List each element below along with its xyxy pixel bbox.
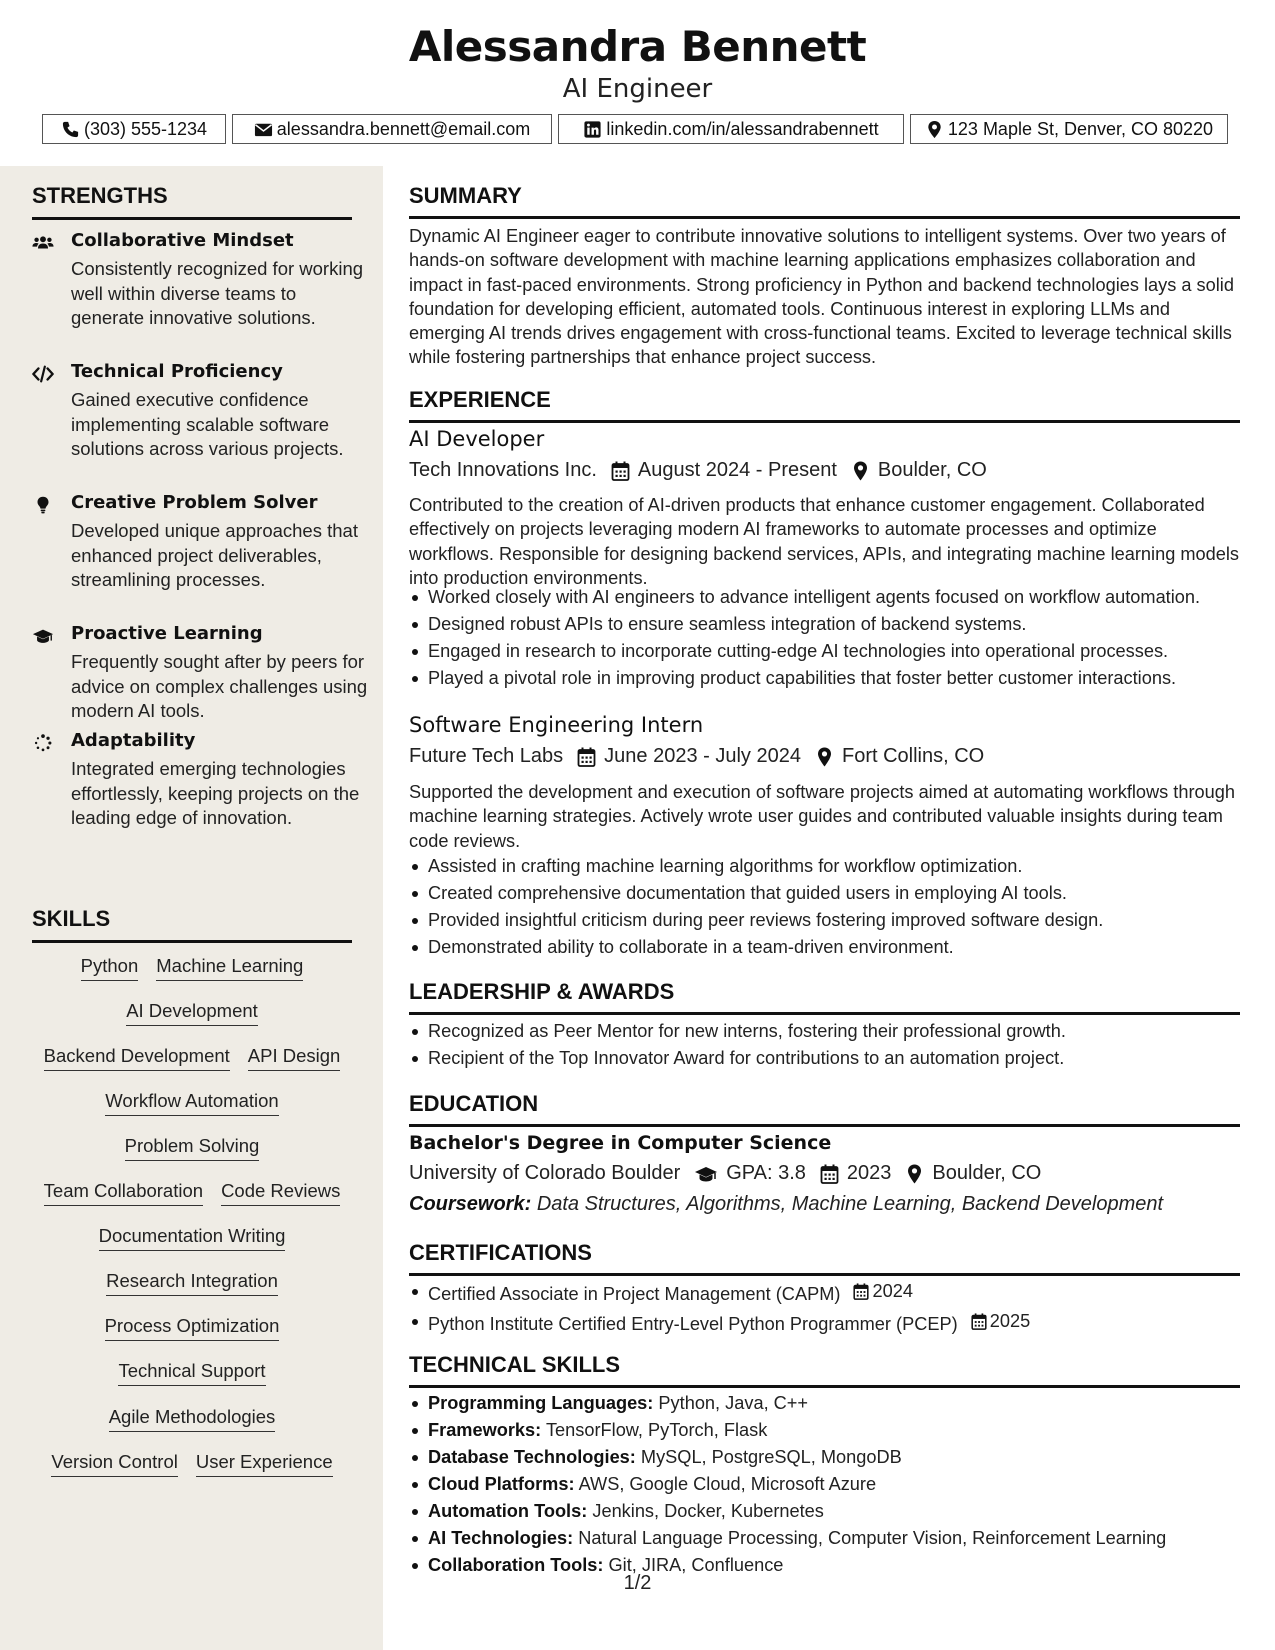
strength-description: Integrated emerging technologies effortlessly, keeping projects on the leading edge of innovation. [71,758,360,828]
list-item: Demonstrated ability to collaborate in a team-driven environment. [409,934,1249,961]
address-contact [910,114,1228,144]
certification-name: Certified Associate in Project Management (CAPM) [428,1284,841,1304]
strength-title: Creative Problem Solver [71,492,318,513]
skill-row [32,1180,352,1206]
skill-row [32,1090,352,1116]
gpa: GPA: 3.8 [726,1162,806,1184]
list-item [409,1308,1249,1338]
skill-row [32,955,352,981]
sidebar [0,166,383,1650]
certification-year: 2025 [989,1311,1031,1331]
map-pin-icon [925,120,944,139]
degree-title: Bachelor's Degree in Computer Science [409,1132,832,1154]
linkedin-text: linkedin.com/in/alessandrabennett [606,118,879,139]
list-item [409,1471,1249,1498]
candidate-title: AI Engineer [562,74,713,104]
address-text: 123 Maple St, Denver, CO 80220 [947,118,1214,139]
technical-skills-heading: TECHNICAL SKILLS [409,1352,1240,1388]
skill-values: TensorFlow, PyTorch, Flask [545,1420,768,1440]
strength-title: Technical Proficiency [71,361,283,382]
skill-tag: Python [81,955,139,981]
skill-tag: User Experience [196,1451,333,1477]
code-icon [32,364,56,384]
skill-tag: Workflow Automation [105,1090,278,1116]
skill-category: AI Technologies: [428,1528,574,1548]
skill-tag: Process Optimization [105,1315,280,1341]
skill-tag: Backend Development [44,1045,230,1071]
experience-heading: EXPERIENCE [409,387,1240,423]
resume-header [0,0,1275,166]
job-dates: August 2024 - Present [637,459,837,481]
skill-row [32,1045,352,1071]
skill-values: AWS, Google Cloud, Microsoft Azure [578,1474,877,1494]
map-pin-icon [905,1164,924,1184]
job-role: Software Engineering Intern [409,713,704,737]
skill-tag: Research Integration [106,1270,278,1296]
technical-skills-list [409,1390,1249,1579]
graduation-cap-icon [694,1164,718,1184]
skill-row [32,1315,352,1341]
coursework [409,1193,1163,1216]
skill-row [32,1270,352,1296]
linkedin-icon [583,120,602,139]
candidate-name: Alessandra Bennett [408,22,867,71]
job-meta [409,459,987,482]
company-name: Tech Innovations Inc. [409,459,597,481]
job-location: Boulder, CO [877,459,987,481]
skill-category: Programming Languages: [428,1393,654,1413]
email-text: alessandra.bennett@email.com [276,118,531,139]
skill-values: Python, Java, C++ [658,1393,809,1413]
list-item [409,1417,1249,1444]
graduation-year: 2023 [846,1162,892,1184]
skill-tag: Version Control [51,1451,177,1477]
skill-row [32,1000,352,1026]
list-item: Recipient of the Top Innovator Award for contributions to an automation project. [409,1045,1249,1072]
certifications-list [409,1278,1249,1338]
skill-tag: API Design [248,1045,341,1071]
summary-text: Dynamic AI Engineer eager to contribute innovative solutions to intelligent systems. Over two years of hands-on software development with machine learning applications emphasizes collaboration and impact in fast-paced environments. Strong proficiency in Python and backend technologies lays a solid foundation for developing efficient, automated tools. Continuous interest in exploring LLMs and emerging AI trends drives engagement with cross-functional teams. Excited to leverage technical skills while fostering partnerships that enhance project success. [409,226,1234,368]
job-dates: June 2023 - July 2024 [604,745,801,767]
list-item [409,1278,1249,1308]
page-number: 1/2 [623,1572,652,1594]
strength-title: Proactive Learning [71,623,263,644]
list-item [409,1525,1249,1552]
calendar-icon [820,1164,839,1184]
education-heading: EDUCATION [409,1091,1240,1127]
school-location: Boulder, CO [932,1162,1042,1184]
company-name: Future Tech Labs [409,745,564,767]
linkedin-contact[interactable] [558,114,904,144]
strength-description: Developed unique approaches that enhanced project deliverables, streamlining processes. [71,520,358,590]
certification-date [971,1308,1030,1335]
skill-row [32,1406,352,1432]
leadership-heading: LEADERSHIP & AWARDS [409,979,1240,1015]
list-item: Designed robust APIs to ensure seamless integration of backend systems. [409,611,1249,638]
list-item: Engaged in research to incorporate cutting-edge AI technologies into operational processes. [409,638,1249,665]
skill-row [32,1451,352,1477]
calendar-icon [971,1313,987,1330]
phone-text: (303) 555-1234 [83,118,208,139]
job-role: AI Developer [409,427,545,451]
list-item: Provided insightful criticism during peer reviews fostering improved software design. [409,907,1249,934]
map-pin-icon [815,747,834,767]
leadership-list [409,1018,1249,1072]
calendar-icon [611,461,630,481]
skill-tag: Team Collaboration [44,1180,203,1206]
job-bullets [409,853,1249,961]
skill-tag: Technical Support [118,1360,265,1386]
calendar-icon [577,747,596,767]
coursework-label: Coursework: [409,1193,532,1215]
skill-category: Cloud Platforms: [428,1474,575,1494]
job-description: Contributed to the creation of AI-driven products that enhance customer engagement. Collaborated effectively on projects leveraging modern AI frameworks to automate processes and optimize workflows. Responsible for designing backend services, APIs, and integrating machine learning models into production environments. [409,495,1239,588]
phone-icon [61,120,80,139]
school-name: University of Colorado Boulder [409,1162,681,1184]
strength-description: Frequently sought after by peers for advice on complex challenges using modern AI tools. [71,651,368,721]
job-location: Fort Collins, CO [841,745,985,767]
list-item [409,1444,1249,1471]
calendar-icon [853,1283,869,1300]
skill-values: MySQL, PostgreSQL, MongoDB [640,1447,902,1467]
email-contact[interactable] [232,114,552,144]
strength-title: Collaborative Mindset [71,230,294,251]
skill-tag: Machine Learning [156,955,303,981]
job-bullets [409,584,1249,692]
skill-category: Frameworks: [428,1420,542,1440]
spinner-icon [32,733,56,753]
education-meta [409,1162,1041,1185]
skill-category: Database Technologies: [428,1447,636,1467]
skill-values: Jenkins, Docker, Kubernetes [592,1501,824,1521]
list-item: Created comprehensive documentation that guided users in employing AI tools. [409,880,1249,907]
phone-contact[interactable] [42,114,226,144]
list-item: Assisted in crafting machine learning algorithms for workflow optimization. [409,853,1249,880]
strength-description: Consistently recognized for working well within diverse teams to generate innovative solutions. [71,258,364,328]
skill-category: Automation Tools: [428,1501,588,1521]
certifications-heading: CERTIFICATIONS [409,1240,1240,1276]
certification-name: Python Institute Certified Entry-Level Python Programmer (PCEP) [428,1314,958,1334]
skill-tag: Problem Solving [125,1135,260,1161]
skill-row [32,1225,352,1251]
strengths-heading: STRENGTHS [32,183,352,220]
skill-tag: Agile Methodologies [109,1406,276,1432]
lightbulb-icon [32,495,56,515]
skill-values: Natural Language Processing, Computer Vision, Reinforcement Learning [578,1528,1167,1548]
skill-values: Git, JIRA, Confluence [608,1555,784,1575]
list-item: Worked closely with AI engineers to advance intelligent agents focused on workflow automation. [409,584,1249,611]
strength-description: Gained executive confidence implementing scalable software solutions across various projects. [71,389,344,459]
skill-row [32,1360,352,1386]
certification-year: 2024 [872,1281,913,1301]
strength-title: Adaptability [71,730,196,751]
skill-row [32,1135,352,1161]
summary-heading: SUMMARY [409,183,1240,219]
job-meta [409,745,984,768]
skill-tag: AI Development [126,1000,258,1026]
skill-tag: Code Reviews [221,1180,340,1206]
list-item: Recognized as Peer Mentor for new interns, fostering their professional growth. [409,1018,1249,1045]
job-description: Supported the development and execution of software projects aimed at automating workflows through machine learning strategies. Actively wrote user guides and contributed valuable insights during team code reviews. [409,782,1235,851]
certification-date [853,1278,912,1305]
map-pin-icon [851,461,870,481]
coursework-text: Data Structures, Algorithms, Machine Learning, Backend Development [536,1193,1164,1215]
list-item [409,1390,1249,1417]
graduation-cap-icon [32,626,56,646]
skill-tag: Documentation Writing [99,1225,286,1251]
list-item: Played a pivotal role in improving product capabilities that foster better customer interactions. [409,665,1249,692]
envelope-icon [254,120,273,139]
users-icon [32,233,56,253]
skill-category: Collaboration Tools: [428,1555,604,1575]
skills-heading: SKILLS [32,906,352,943]
list-item [409,1498,1249,1525]
